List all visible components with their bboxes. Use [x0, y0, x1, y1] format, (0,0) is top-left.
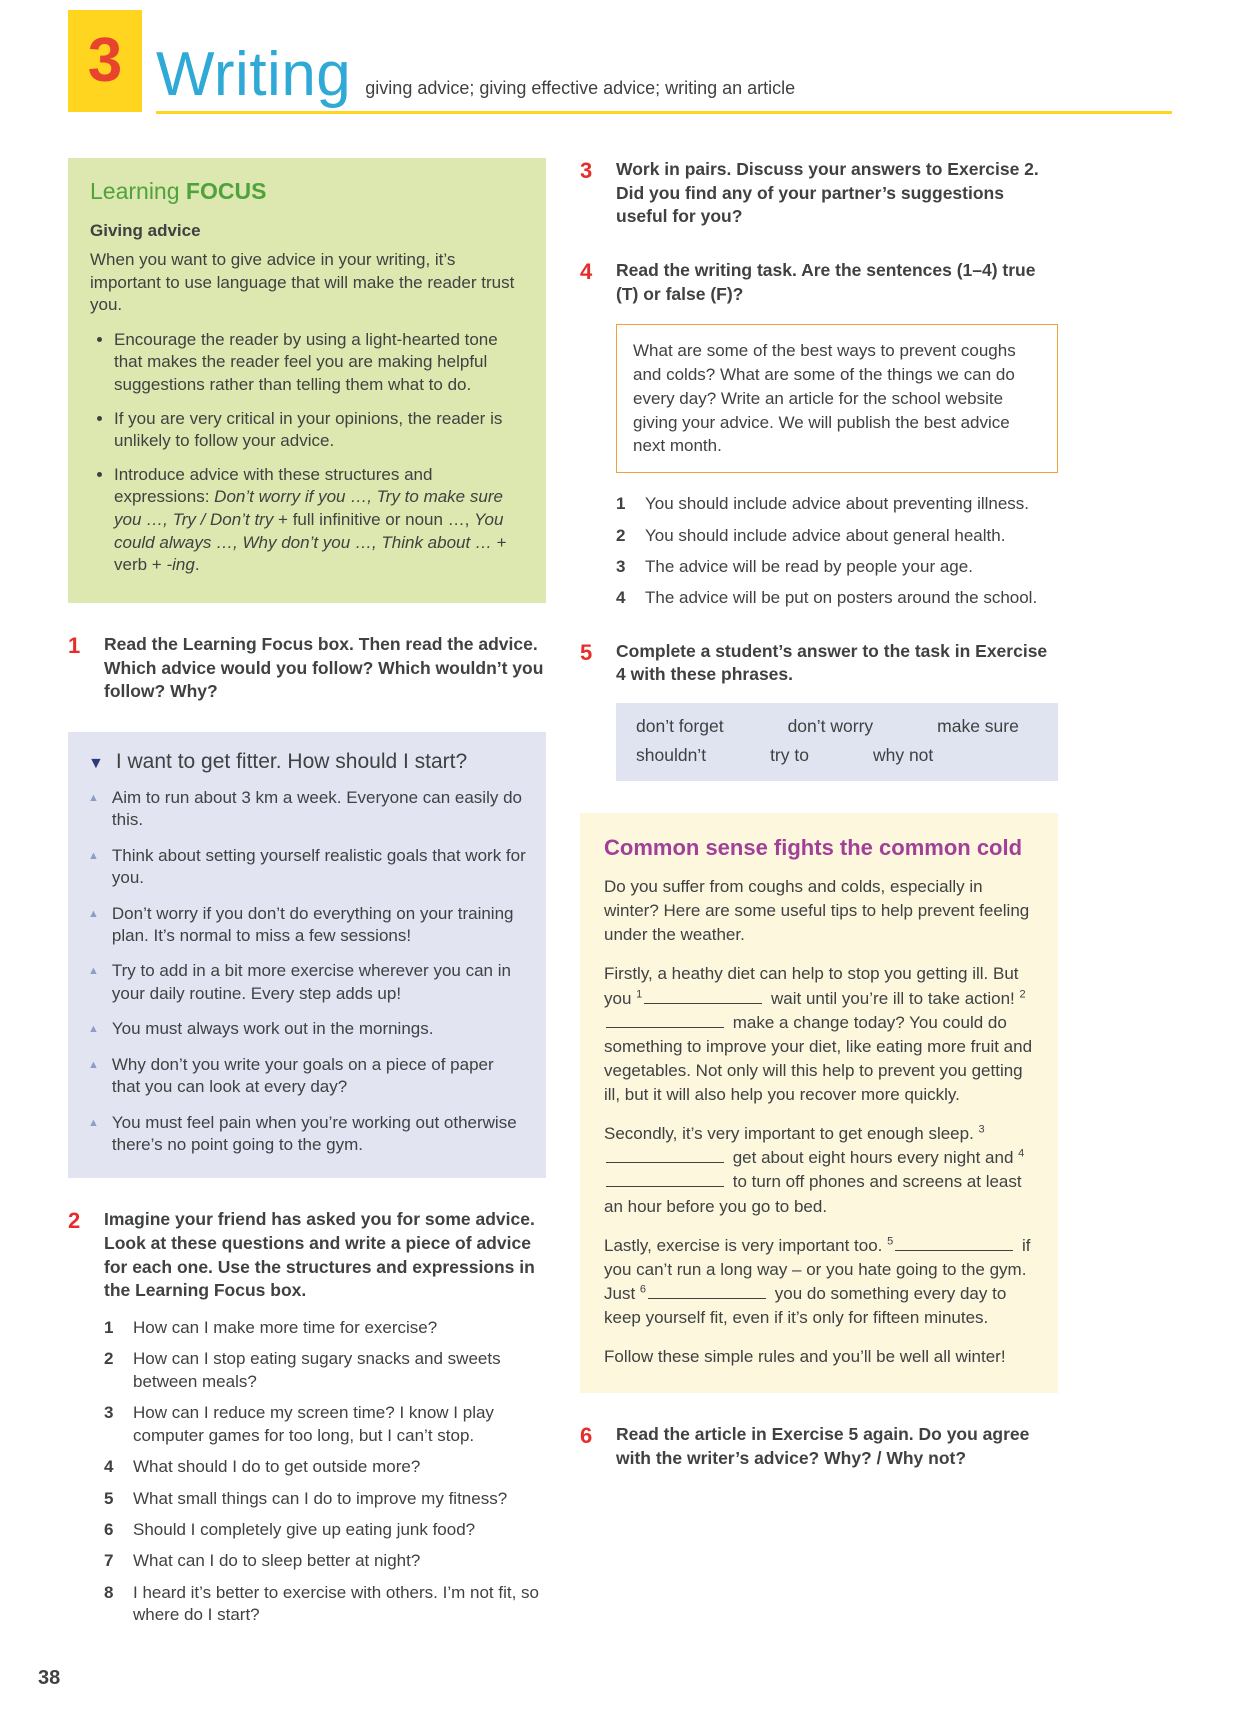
blank-number: 1: [636, 987, 643, 1000]
exercise-4-statement-list: [616, 493, 1058, 610]
article-title: Common sense fights the common cold: [604, 835, 1023, 861]
exercise-2-question: [104, 1317, 546, 1339]
article-paragraph: Firstly, a heathy diet can help to stop you getting ill. But you $^1$ wait until you’re ill to take action! $^2$ make a change today? You could do something to improve your diet, like eating more fruit and vegetables. Not only will this help to prevent you getting ill, but it will also help you recover more quickly.: [604, 964, 1033, 1105]
advice-box-title-row: [88, 750, 526, 774]
item-number: 5: [104, 1488, 114, 1508]
left-column: [68, 158, 546, 1636]
unit-number-box: [68, 10, 142, 112]
exercise-2: [68, 1208, 546, 1303]
item-number: 3: [616, 556, 626, 576]
exercise-2-question: [104, 1582, 546, 1627]
answer-blank: [606, 1148, 724, 1163]
advice-box: [68, 732, 546, 1179]
advice-item: [88, 845, 526, 890]
item-text: What can I do to sleep better at night?: [133, 1551, 421, 1571]
triangle-up-icon: ▲: [88, 1058, 99, 1071]
item-text: I heard it’s better to exercise with others. I’m not fit, so where do I start?: [133, 1582, 539, 1625]
learning-focus-subheading: Giving advice: [90, 221, 201, 240]
advice-item-text: Aim to run about 3 km a week. Everyone can easily do this.: [111, 787, 522, 830]
content-columns: [68, 158, 1172, 1636]
triangle-up-icon: ▲: [88, 849, 99, 862]
exercise-2-question: [104, 1348, 546, 1393]
triangle-up-icon: ▲: [88, 1116, 99, 1129]
phrase-option: shouldn’t: [636, 745, 707, 766]
page-title: Writing: [156, 40, 352, 110]
item-number: 6: [104, 1520, 114, 1540]
phrase-option: don’t forget: [636, 716, 724, 737]
item-text: How can I reduce my screen time? I know I play computer games for too long, but I can’t stop.: [133, 1403, 494, 1445]
item-number: 3: [104, 1403, 114, 1423]
learning-focus-title-bold: FOCUS: [185, 178, 267, 204]
exercise-4-statement: [616, 587, 1058, 609]
blank-number: 2: [1019, 987, 1026, 1000]
exercise-2-question-list: [104, 1317, 546, 1627]
item-number: 8: [104, 1582, 114, 1602]
item-text: What small things can I do to improve my fitness?: [133, 1488, 508, 1508]
triangle-down-icon: ▼: [88, 754, 104, 772]
item-text: You should include advice about preventing illness.: [645, 494, 1030, 514]
item-number: 1: [616, 494, 626, 514]
exercise-6-instructions: Read the article in Exercise 5 again. Do you agree with the writer’s advice? Why? / Why not?: [616, 1424, 1030, 1468]
item-number: 2: [616, 525, 626, 545]
blank-number: 6: [639, 1283, 647, 1296]
page-header: [68, 10, 1172, 114]
item-number: 4: [104, 1457, 114, 1477]
page-subtitle: giving advice; giving effective advice; writing an article: [365, 78, 796, 98]
page-number: 38: [38, 1667, 61, 1689]
learning-focus-bullet: • Introduce advice with these structures and expressions: Don’t worry if you …, Try to make sure you …, Try / Don’t try + full infinitive or noun …, You could always …, Why don’t you …, Think about … + verb + -ing.: [114, 464, 524, 577]
advice-item-text: You must feel pain when you’re working out otherwise there’s no point going to the gym.: [111, 1112, 517, 1155]
answer-blank: [644, 989, 762, 1004]
item-text: The advice will be put on posters around the school.: [645, 588, 1038, 608]
exercise-6: [580, 1423, 1058, 1470]
phrase-option: make sure: [937, 716, 1019, 737]
learning-focus-bullet: • If you are very critical in your opinions, the reader is unlikely to follow your advice.: [114, 408, 524, 453]
triangle-up-icon: ▲: [88, 791, 99, 804]
writing-task-box: What are some of the best ways to prevent coughs and colds? What are some of the things we can do every day? Write an article for the school website giving your advice. We will publish the best advice next month.: [616, 324, 1058, 473]
advice-item: [88, 1054, 526, 1099]
article-paragraph: Lastly, exercise is very important too. $^5$ if you can’t run a long way – or you hate going to the gym. Just $^6$ you do something every day to keep yourself fit, even if it’s only for fifteen minutes.: [604, 1235, 1031, 1328]
exercise-2-question: [104, 1519, 546, 1541]
unit-number: 3: [87, 26, 123, 95]
exercise-5-number: 5: [580, 639, 593, 665]
exercise-2-instructions: Imagine your friend has asked you for some advice. Look at these questions and write a piece of advice for each one. Use the structures and expressions in the Learning Focus box.: [104, 1209, 535, 1301]
phrases-box: [616, 703, 1058, 781]
learning-focus-bullet-list: [90, 329, 524, 577]
exercise-4-instructions: Read the writing task. Are the sentences (1–4) true (T) or false (F)?: [616, 259, 1036, 304]
exercise-3: [580, 158, 1058, 229]
exercise-2-question: [104, 1550, 546, 1572]
learning-focus-box: [68, 158, 546, 603]
article-intro: Do you suffer from coughs and colds, especially in winter? Here are some useful tips to help prevent feeling under the weather.: [604, 877, 1030, 945]
answer-blank: [648, 1284, 766, 1299]
advice-item: [88, 903, 526, 948]
advice-item-text: Try to add in a bit more exercise wherever you can in your daily routine. Every step adds up!: [111, 961, 511, 1003]
exercise-3-instructions: Work in pairs. Discuss your answers to Exercise 2. Did you find any of your partner’s suggestions useful for you?: [616, 159, 1039, 227]
exercise-2-question: [104, 1456, 546, 1478]
learning-focus-bullet: • Encourage the reader by using a light-hearted tone that makes the reader feel you are making helpful suggestions rather than telling them what to do.: [114, 329, 524, 397]
triangle-up-icon: ▲: [88, 1023, 99, 1036]
advice-item: [88, 960, 526, 1005]
exercise-4-statement: [616, 525, 1058, 547]
exercise-3-number: 3: [580, 158, 593, 183]
advice-item: [88, 1112, 526, 1157]
item-number: 1: [104, 1317, 114, 1337]
answer-blank: [606, 1172, 724, 1187]
item-text: How can I make more time for exercise?: [133, 1317, 438, 1337]
blank-number: 3: [978, 1123, 985, 1136]
item-number: 7: [104, 1551, 114, 1571]
article-box: [580, 813, 1058, 1393]
italic-expression: Don’t worry if you …, Try to make sure you …, Try / Don’t try: [114, 487, 503, 530]
exercise-1-number: 1: [68, 632, 81, 658]
advice-item-text: Don’t worry if you don’t do everything on your training plan. It’s normal to miss a few sessions!: [111, 903, 514, 945]
phrase-option: why not: [872, 745, 934, 766]
phrase-option: try to: [770, 745, 809, 766]
header-rule: [156, 10, 1172, 114]
item-text: You should include advice about general health.: [645, 525, 1006, 545]
blank-number: 4: [1018, 1147, 1025, 1160]
phrase-option: don’t worry: [787, 716, 874, 737]
item-number: 4: [616, 588, 626, 608]
exercise-1: [68, 633, 546, 704]
triangle-up-icon: ▲: [88, 965, 99, 978]
triangle-up-icon: ▲: [88, 907, 99, 920]
item-text: Should I completely give up eating junk food?: [133, 1520, 476, 1540]
article-paragraph: Secondly, it’s very important to get enough sleep. $^3$ get about eight hours every night and $^4$ to turn off phones and screens at least an hour before you go to bed.: [604, 1123, 1025, 1216]
exercise-2-question: [104, 1488, 546, 1510]
exercise-2-number: 2: [68, 1208, 81, 1234]
answer-blank: [606, 1013, 724, 1028]
exercise-4: [580, 259, 1058, 306]
learning-focus-intro: When you want to give advice in your writing, it’s important to use language that will make the reader trust you.: [90, 250, 515, 315]
exercise-4-statement: [616, 556, 1058, 578]
italic-expression: -ing: [166, 555, 195, 575]
right-column: [580, 158, 1058, 1636]
exercise-4-statement: [616, 493, 1058, 515]
italic-expression: You could always …, Why don’t you …, Think about …: [114, 510, 504, 552]
item-text: How can I stop eating sugary snacks and sweets between meals?: [133, 1349, 501, 1391]
exercise-6-number: 6: [580, 1423, 593, 1449]
advice-item-text: You must always work out in the mornings.: [111, 1019, 434, 1039]
advice-item-list: [88, 787, 526, 1157]
learning-focus-title-regular: Learning: [90, 178, 186, 204]
item-text: The advice will be read by people your age.: [645, 556, 973, 576]
advice-item-text: Why don’t you write your goals on a piece of paper that you can look at every day?: [111, 1054, 494, 1097]
answer-blank: [895, 1236, 1013, 1251]
item-text: What should I do to get outside more?: [133, 1457, 421, 1477]
advice-box-title: I want to get fitter. How should I start?: [115, 749, 468, 773]
article-paragraph: Follow these simple rules and you’ll be well all winter!: [604, 1347, 1006, 1367]
exercise-1-instructions: Read the Learning Focus box. Then read the advice. Which advice would you follow? Which wouldn’t you follow? Why?: [104, 633, 544, 702]
item-number: 2: [104, 1349, 114, 1369]
blank-number: 5: [887, 1235, 894, 1248]
exercise-5-instructions: Complete a student’s answer to the task in Exercise 4 with these phrases.: [616, 640, 1048, 685]
advice-item-text: Think about setting yourself realistic goals that work for you.: [111, 845, 526, 888]
exercise-5: [580, 640, 1058, 687]
exercise-4-number: 4: [580, 258, 593, 284]
exercise-2-question: [104, 1402, 546, 1447]
advice-item: [88, 1018, 526, 1040]
advice-item: [88, 787, 526, 832]
article-paragraphs: [604, 962, 1034, 1369]
learning-focus-title: [90, 178, 524, 205]
